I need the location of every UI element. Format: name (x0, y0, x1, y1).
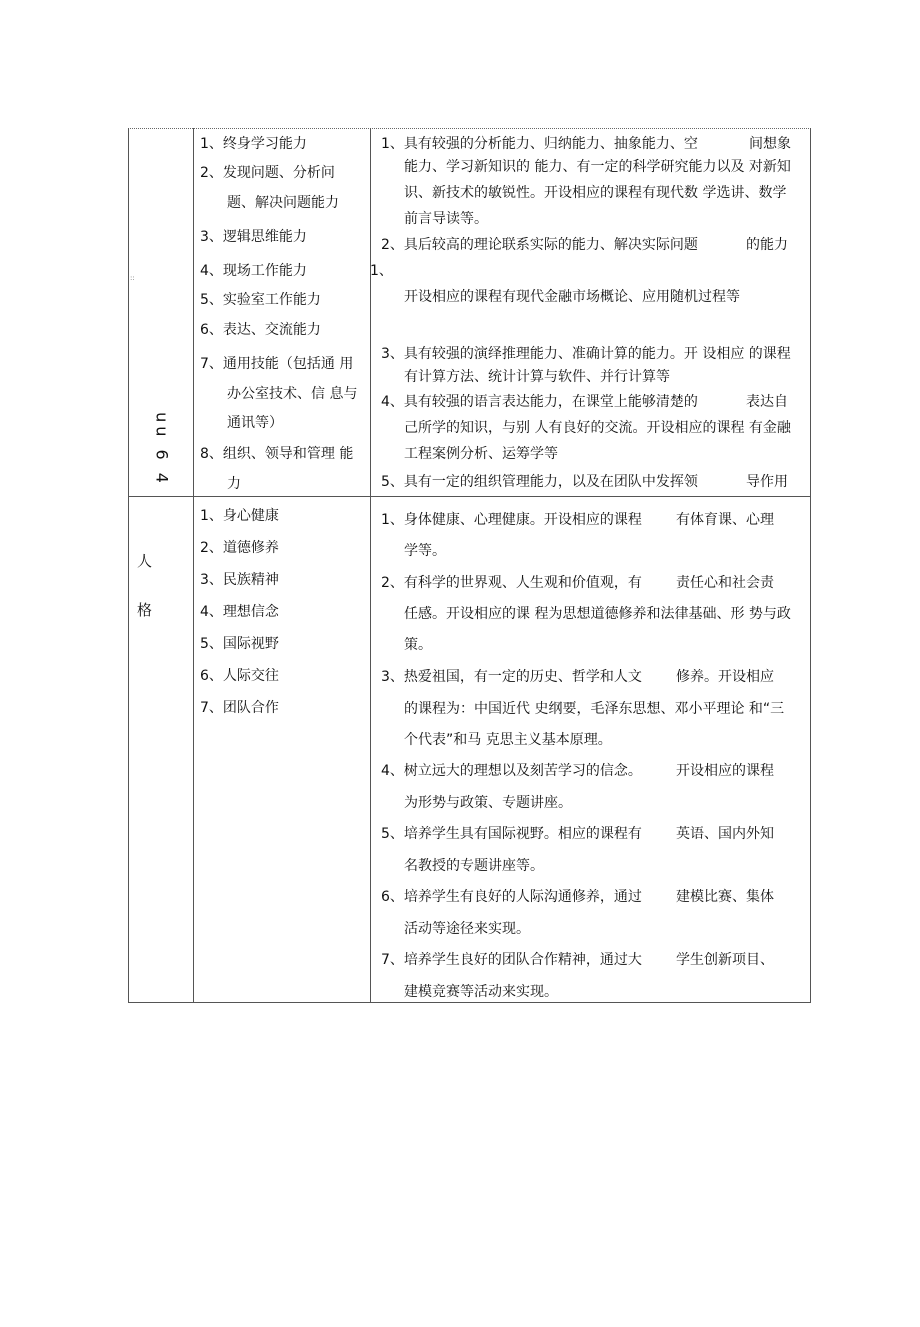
row2-skill: 5、国际视野 (200, 636, 279, 652)
row2-skill: 7、团队合作 (200, 700, 279, 716)
row1-desc-line: 开设相应的课程有现代金融市场概论、应用随机过程等 (404, 289, 740, 305)
table-top-border (128, 128, 811, 129)
row1-skill-cont: 题、解决问题能力 (227, 195, 339, 211)
row1-desc-line: 表达自 (746, 394, 788, 410)
row1-skill: 5、实验室工作能力 (200, 292, 321, 308)
row2-desc-line: 1、身体健康、心理健康。开设相应的课程 (381, 512, 642, 528)
row1-skill-cont: 力 (227, 476, 241, 492)
row2-skill: 2、道德修养 (200, 540, 279, 556)
row2-desc-line: 建模比赛、集体 (676, 889, 774, 905)
row1-desc-line: 前言导读等。 (404, 211, 488, 227)
column-divider-1 (193, 128, 194, 1003)
row2-desc-line: 3、热爱祖国，有一定的历史、哲学和人文 (381, 669, 642, 685)
row2-desc-line: 任感。开设相应的课 程为思想道德修养和法律基础、形 势与政 (404, 606, 791, 622)
row1-skill-cont: 通讯等） (227, 415, 283, 431)
curriculum-table (128, 128, 811, 1003)
row1-skill: 6、表达、交流能力 (200, 322, 321, 338)
row1-desc-line: 3、具有较强的演绎推理能力、准确计算的能力。开 设相应 的课程 (381, 346, 791, 362)
table-bottom-border (128, 1002, 811, 1003)
row2-desc-line: 建模竞赛等活动来实现。 (404, 984, 558, 1000)
row1-desc-line: 1、 (370, 263, 393, 279)
column-divider-2 (370, 128, 371, 1003)
row2-desc-line: 4、树立远大的理想以及刻苦学习的信念。 (381, 763, 642, 779)
row1-skill-cont: 办公室技术、信 息与 (227, 386, 358, 402)
row1-skill: 8、组织、领导和管理 能 (200, 446, 354, 462)
row2-desc-line: 个代表”和马 克思主义基本原理。 (404, 732, 612, 748)
row2-desc-line: 策。 (404, 637, 432, 653)
row1-desc-line: 2、具后较高的理论联系实际的能力、解决实际问题 (381, 237, 698, 253)
row2-category-label: 人 (137, 552, 153, 570)
row1-desc-line: 导作用 (746, 474, 788, 490)
row1-skill: 3、逻辑思维能力 (200, 229, 307, 245)
row2-skill: 3、民族精神 (200, 572, 279, 588)
row2-desc-line: 6、培养学生有良好的人际沟通修养，通过 (381, 889, 642, 905)
row2-desc-line: 2、有科学的世界观、人生观和价值观，有 (381, 575, 642, 591)
row-divider (128, 496, 811, 497)
row1-desc-line: 的能力 (746, 237, 788, 253)
row2-desc-line: 名教授的专题讲座等。 (404, 858, 544, 874)
row2-desc-line: 7、培养学生良好的团队合作精神，通过大 (381, 952, 642, 968)
row2-desc-line: 责任心和社会责 (676, 575, 774, 591)
row2-desc-line: 有体育课、心理 (676, 512, 774, 528)
row1-desc-line: 4、具有较强的语言表达能力，在课堂上能够清楚的 (381, 394, 698, 410)
row2-desc-line: 活动等途径来实现。 (404, 921, 530, 937)
row2-skill: 6、人际交往 (200, 668, 279, 684)
row1-category-mark: :: (130, 274, 135, 282)
table-left-border (128, 128, 129, 1003)
row1-desc-line: 己所学的知识，与别 人有良好的交流。开设相应的课程 有金融 (404, 420, 791, 436)
row2-desc-line: 学生创新项目、 (676, 952, 774, 968)
row1-desc-line: 5、具有一定的组织管理能力，以及在团队中发挥领 (381, 474, 698, 490)
row2-skill: 1、身心健康 (200, 508, 279, 524)
row1-desc-line: 1、具有较强的分析能力、归纳能力、抽象能力、空 (381, 136, 698, 152)
row1-desc-line: 识、新技术的敏锐性。开设相应的课程有现代数 学选讲、数学 (404, 185, 787, 201)
row2-desc-line: 为形势与政策、专题讲座。 (404, 795, 572, 811)
row2-desc-line: 开设相应的课程 (676, 763, 774, 779)
table-right-border (810, 128, 811, 1003)
row2-desc-line: 修养。开设相应 (676, 669, 774, 685)
row1-skill: 7、通用技能（包括通 用 (200, 356, 354, 372)
row2-desc-line: 的课程为：中国近代 史纲要，毛泽东思想、邓小平理论 和“三 (404, 701, 785, 717)
row2-category-label: 格 (137, 601, 153, 619)
row2-desc-line: 英语、国内外知 (676, 826, 774, 842)
row1-desc-line: 间想象 (749, 136, 791, 152)
row1-skill: 4、现场工作能力 (200, 263, 307, 279)
row2-desc-line: 5、培养学生具有国际视野。相应的课程有 (381, 826, 642, 842)
row2-skill: 4、理想信念 (200, 604, 279, 620)
row1-desc-line: 工程案例分析、运筹学等 (404, 446, 558, 462)
row1-skill: 1、终身学习能力 (200, 136, 307, 152)
row1-skill: 2、发现问题、分析问 (200, 165, 335, 181)
row2-desc-line: 学等。 (404, 543, 446, 559)
row1-desc-line: 能力、学习新知识的 能力、有一定的科学研究能力以及 对新知 (404, 159, 791, 175)
row1-category-label: uu 6 4 (152, 412, 172, 487)
row1-desc-line: 有计算方法、统计计算与软件、并行计算等 (404, 369, 670, 385)
